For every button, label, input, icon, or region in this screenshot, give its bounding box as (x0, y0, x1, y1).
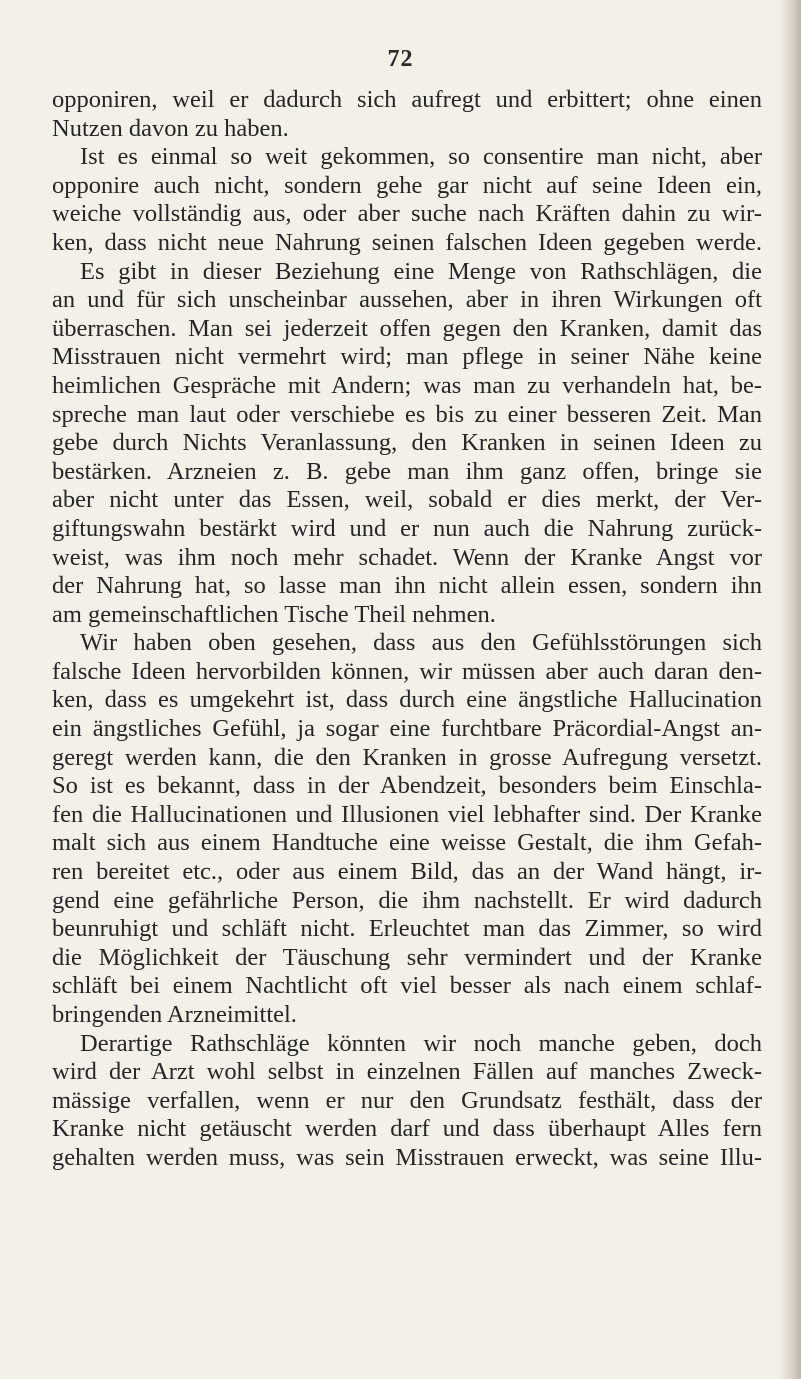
text-line: an und für sich unscheinbar aussehen, aber in ihren Wirkungen oft (52, 286, 762, 314)
text-line: geregt werden kann, die den Kranken in grosse Aufregung versetzt. (52, 743, 762, 771)
text-line: gehalten werden muss, was sein Misstrauen erweckt, was seine Illu- (52, 1143, 762, 1171)
body-text (52, 86, 762, 1173)
text-line: ren bereitet etc., oder aus einem Bild, das an der Wand hängt, ir- (52, 858, 762, 886)
text-line: Kranke nicht getäuscht werden darf und dass überhaupt Alles fern (52, 1115, 762, 1143)
text-line: am gemeinschaftlichen Tische Theil nehmen. (52, 600, 496, 628)
text-line: aber nicht unter das Essen, weil, sobald er dies merkt, der Ver- (52, 486, 762, 514)
text-line: bringenden Arzneimittel. (52, 1001, 297, 1028)
text-line: Ist es einmal so weit gekommen, so consentire man nicht, aber (80, 143, 762, 171)
text-line: spreche man laut oder verschiebe es bis zu einer besseren Zeit. Man (52, 400, 762, 428)
page-number: 72 (387, 46, 414, 72)
text-line: weiche vollständig aus, oder aber suche nach Kräften dahin zu wir- (52, 200, 762, 228)
text-line: heimlichen Gespräche mit Andern; was man zu verhandeln hat, be- (52, 371, 762, 399)
text-line: Wir haben oben gesehen, dass aus den Gefühlsstörungen sich (80, 629, 762, 657)
text-line: überraschen. Man sei jederzeit offen gegen den Kranken, damit das (52, 314, 762, 342)
text-line: opponire auch nicht, sondern gehe gar nicht auf seine Ideen ein, (52, 171, 762, 199)
text-line: malt sich aus einem Handtuche eine weisse Gestalt, die ihm Gefah- (52, 829, 762, 857)
text-line: wird der Arzt wohl selbst in einzelnen Fällen auf manches Zweck- (52, 1058, 762, 1086)
text-line: Misstrauen nicht vermehrt wird; man pflege in seiner Nähe keine (52, 343, 762, 371)
text-line: gebe durch Nichts Veranlassung, den Kranken in seinen Ideen zu (52, 429, 762, 457)
text-line: Nutzen davon zu haben. (52, 114, 289, 142)
text-line: ein ängstliches Gefühl, ja sogar eine furchtbare Präcordial-Angst an- (52, 715, 762, 743)
text-line: gend eine gefährliche Person, die ihm nachstellt. Er wird dadurch (52, 886, 762, 914)
text-line: opponiren, weil er dadurch sich aufregt und erbittert; ohne einen (52, 86, 762, 113)
page-edge-shadow (779, 0, 801, 1379)
text-line: ken, dass nicht neue Nahrung seinen falschen Ideen gegeben werde. (52, 228, 762, 256)
text-line: So ist es bekannt, dass in der Abendzeit, besonders beim Einschla- (52, 772, 762, 800)
text-line: beunruhigt und schläft nicht. Erleuchtet man das Zimmer, so wird (52, 915, 762, 943)
text-line: Es gibt in dieser Beziehung eine Menge von Rathschlägen, die (80, 257, 762, 285)
text-line: die Möglichkeit der Täuschung sehr vermindert und der Kranke (52, 943, 762, 971)
text-line: mässige verfallen, wenn er nur den Grundsatz festhält, dass der (52, 1086, 762, 1114)
text-line: weist, was ihm noch mehr schadet. Wenn der Kranke Angst vor (52, 543, 762, 571)
text-line: falsche Ideen hervorbilden können, wir müssen aber auch daran den- (52, 657, 762, 685)
text-line: Derartige Rathschläge könnten wir noch manche geben, doch (80, 1029, 762, 1057)
text-line: giftungswahn bestärkt wird und er nun auch die Nahrung zurück- (52, 514, 762, 542)
text-line: der Nahrung hat, so lasse man ihn nicht allein essen, sondern ihn (52, 572, 762, 600)
text-line: fen die Hallucinationen und Illusionen viel lebhafter sind. Der Kranke (52, 800, 762, 828)
text-line: bestärken. Arzneien z. B. gebe man ihm ganz offen, bringe sie (52, 457, 762, 485)
text-line: schläft bei einem Nachtlicht oft viel besser als nach einem schlaf- (52, 972, 762, 1000)
text-line: ken, dass es umgekehrt ist, dass durch eine ängstliche Hallucination (52, 686, 762, 714)
